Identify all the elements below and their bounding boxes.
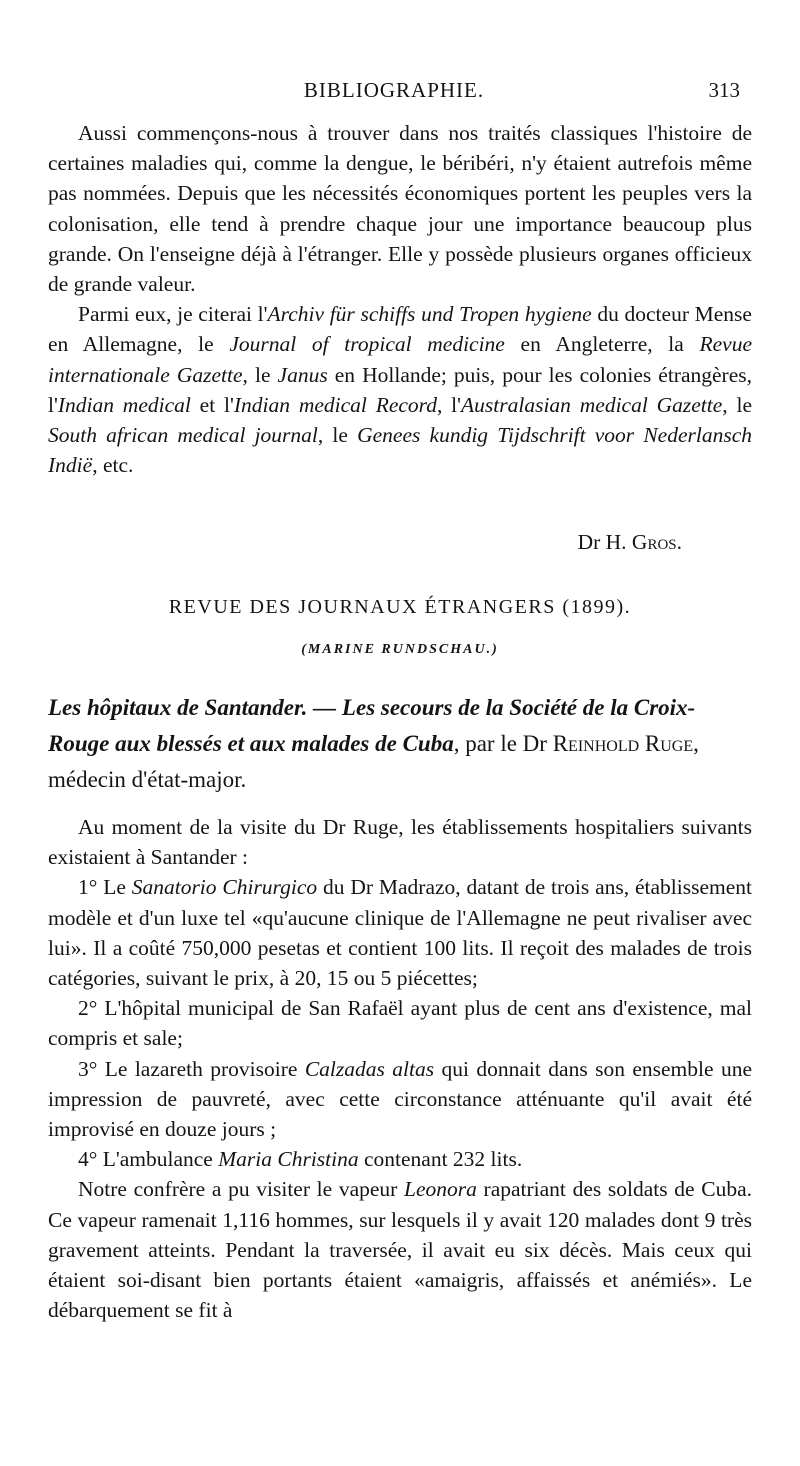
- text-run: Parmi eux, je citerai l': [78, 302, 268, 327]
- page-header: [48, 76, 740, 106]
- text-run: Notre confrère a pu visiter le vapeur: [78, 1177, 404, 1202]
- article-title: Les hôpitaux de Santander. — Les secours de la Société de la Croix-Rouge aux blessés et aux malades de Cuba: [48, 695, 696, 756]
- text-run: , le: [242, 362, 278, 387]
- journal-title: Revue internationale Gazette: [48, 332, 752, 387]
- journal-title: Archiv für schiffs und Tropen hygiene: [267, 302, 592, 327]
- running-title: BIBLIOGRAPHIE.: [303, 78, 485, 102]
- list-item-3: [48, 1054, 752, 1145]
- article-heading: [48, 690, 752, 798]
- paragraph-1: Aussi commençons-nous à trouver dans nos traités classiques l'histoire de certaines maladies qui, comme la dengue, le béribéri, n'y étaient autrefois même pas nommées. Depuis que les nécessités économiques portent les peuples vers la colonisation, elle tend à prendre chaque jour une importance beaucoup plus grande. On l'enseigne déjà à l'étranger. Elle y possède plusieurs organes officieux de grande valeur.: [48, 121, 752, 297]
- journal-title: Indian medical: [57, 392, 191, 417]
- journal-title: Journal of tropical medicine: [229, 332, 505, 357]
- article-author: Reinhold Ruge: [552, 731, 694, 756]
- text-run: du docteur Mense en Allemagne, le: [48, 302, 752, 357]
- section-subtitle: (MARINE RUNDSCHAU.): [301, 642, 499, 657]
- journal-title: South african medical journal: [48, 423, 318, 448]
- journal-title: Janus: [277, 362, 328, 387]
- journal-title: Australasian medical Gazette: [461, 392, 723, 417]
- page-number: 313: [708, 78, 740, 102]
- signature-name: H. Gros.: [605, 530, 682, 554]
- text-run: en Angleterre, la: [504, 332, 700, 357]
- text-run: , par le Dr: [453, 731, 553, 756]
- text-run: , etc.: [92, 453, 134, 478]
- bibliography-text: [48, 118, 752, 480]
- italic-name: Leonora: [404, 1177, 477, 1202]
- signature-prefix: Dr: [577, 530, 601, 554]
- italic-name: Calzadas altas: [304, 1056, 435, 1081]
- list-item-2: 2° L'hôpital municipal de San Rafaël ayant plus de cent ans d'existence, mal compris et sale;: [48, 996, 752, 1051]
- text-run: , le: [317, 423, 358, 448]
- text-run: en Hollande; puis, pour les colonies étrangères, l': [48, 362, 752, 417]
- text-run: , le: [722, 392, 752, 417]
- signature: [578, 530, 682, 555]
- text-run: , médecin d'état-major.: [48, 731, 699, 792]
- text-run: 3° Le lazareth provisoire: [78, 1056, 305, 1081]
- text-run: , l': [436, 392, 462, 417]
- text-run: rapatriant des soldats de Cuba. Ce vapeur ramenait 1,116 hommes, sur lesquels il y avait 120 malades dont 9 très gravement atteints. Pendant la traversée, il avait eu six décès. Mais ceux qui étaient soi-disant bien portants étaient «amaigris, affaissés et anémiés». Le débarquement se fit à: [48, 1177, 752, 1323]
- intro-paragraph: Au moment de la visite du Dr Ruge, les établissements hospitaliers suivants existaient à Santander :: [48, 815, 752, 870]
- italic-name: Maria Christina: [218, 1147, 359, 1172]
- italic-name: Sanatorio Chirurgico: [131, 875, 318, 900]
- journal-title: Indian medical Record: [233, 392, 437, 417]
- journal-title: Genees kundig Tijdschrift voor Nederlansch Indië: [48, 423, 752, 478]
- text-run: du Dr Madrazo, datant de trois ans, établissement modèle et d'un luxe tel «qu'aucune clinique de l'Allemagne ne peut rivaliser avec lui». Il a coûté 750,000 pesetas et contient 100 lits. Il reçoit des malades de trois catégories, suivant le prix, à 20, 15 ou 5 piécettes;: [48, 875, 752, 991]
- list-item-1: [48, 872, 752, 993]
- list-item-4: [48, 1144, 752, 1174]
- text-run: 4° L'ambulance: [78, 1147, 219, 1172]
- final-paragraph: [48, 1174, 752, 1325]
- paragraph-2: [48, 299, 752, 480]
- section-title: REVUE DES JOURNAUX ÉTRANGERS (1899).: [168, 596, 632, 618]
- text-run: qui donnait dans son ensemble une impression de pauvreté, avec cette circonstance atténuante qu'il avait été improvisé en douze jours ;: [48, 1056, 752, 1142]
- article-body: [48, 812, 752, 1325]
- text-run: et l': [190, 392, 234, 417]
- text-run: contenant 232 lits.: [358, 1147, 523, 1172]
- text-run: 1° Le: [78, 875, 132, 900]
